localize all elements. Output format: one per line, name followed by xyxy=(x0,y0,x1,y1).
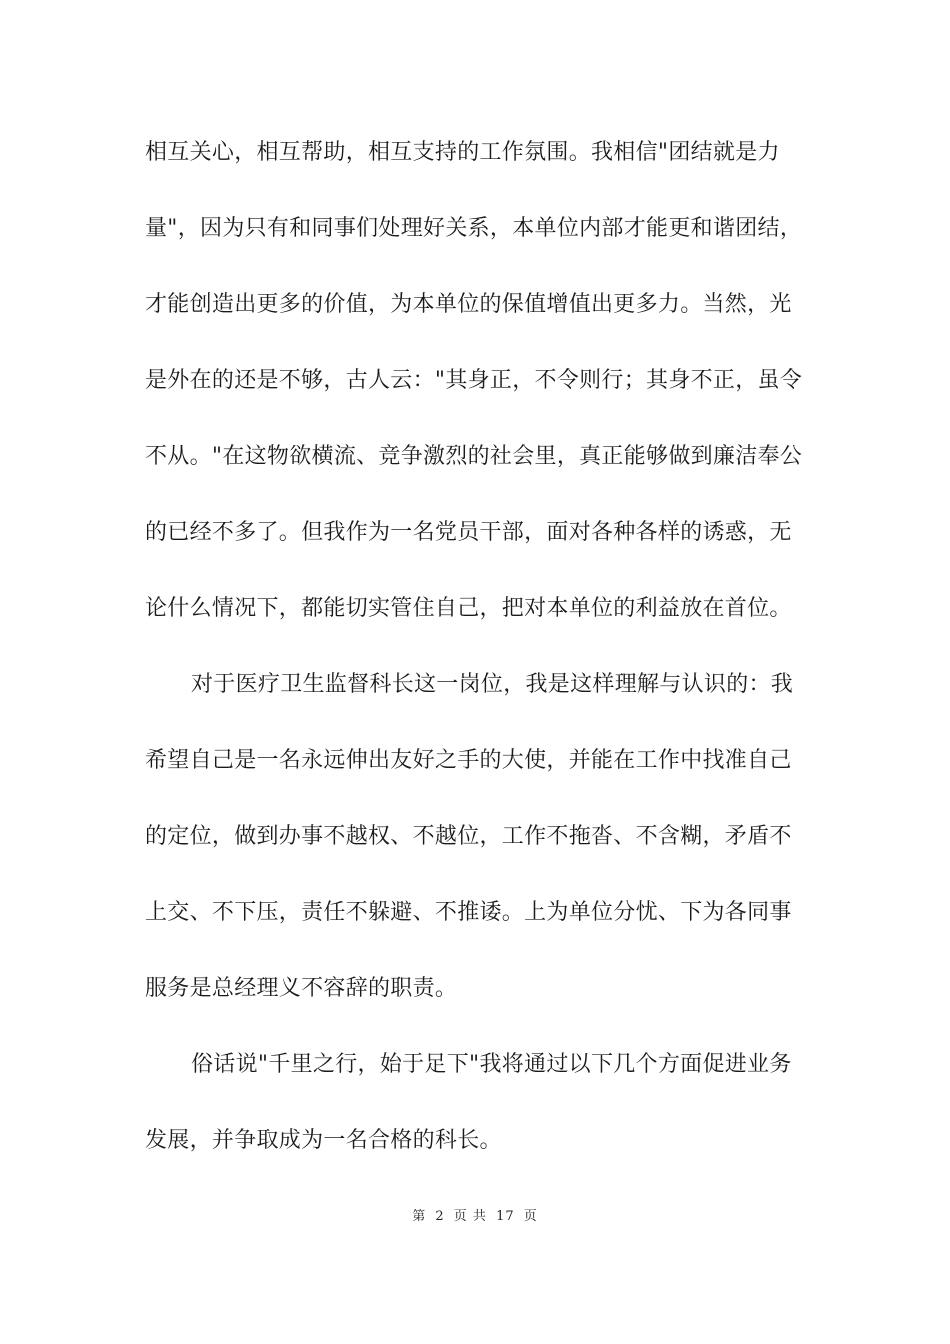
body-line: 是外在的还是不够，古人云："其身正，不令则行；其身不正，虽令 xyxy=(145,368,803,393)
body-line: 希望自己是一名永远伸出友好之手的大使，并能在工作中找准自己 xyxy=(145,748,792,773)
footer-mid: 页 共 xyxy=(453,1209,487,1224)
total-pages-number: 17 xyxy=(496,1209,515,1224)
body-line: 相互关心，相互帮助，相互支持的工作氛围。我相信"团结就是力 xyxy=(145,140,780,165)
body-line: 服务是总经理义不容辞的职责。 xyxy=(145,976,458,1001)
body-line: 才能创造出更多的价值，为本单位的保值增值出更多力。当然，光 xyxy=(145,292,792,317)
body-line: 发展，并争取成为一名合格的科长。 xyxy=(145,1128,502,1153)
body-line: 的定位，做到办事不越权、不越位，工作不拖沓、不含糊，矛盾不 xyxy=(145,824,792,849)
paragraph-first-line: 对于医疗卫生监督科长这一岗位，我是这样理解与认识的：我 xyxy=(191,672,794,697)
body-line: 不从。"在这物欲横流、竞争激烈的社会里，真正能够做到廉洁奉公 xyxy=(145,444,803,469)
page-footer xyxy=(0,1208,950,1226)
footer-suffix: 页 xyxy=(523,1209,538,1224)
paragraph-first-line: 俗话说"千里之行，始于足下"我将通过以下几个方面促进业务 xyxy=(191,1052,792,1077)
current-page-number: 2 xyxy=(435,1209,445,1224)
body-line: 量"，因为只有和同事们处理好关系，本单位内部才能更和谐团结， xyxy=(145,216,803,241)
body-line: 论什么情况下，都能切实管住自己，把对本单位的利益放在首位。 xyxy=(145,596,792,621)
body-line: 上交、不下压，责任不躲避、不推诿。上为单位分忧、下为各同事 xyxy=(145,900,792,925)
body-line: 的已经不多了。但我作为一名党员干部，面对各种各样的诱惑，无 xyxy=(145,520,792,545)
footer-prefix: 第 xyxy=(412,1209,427,1224)
